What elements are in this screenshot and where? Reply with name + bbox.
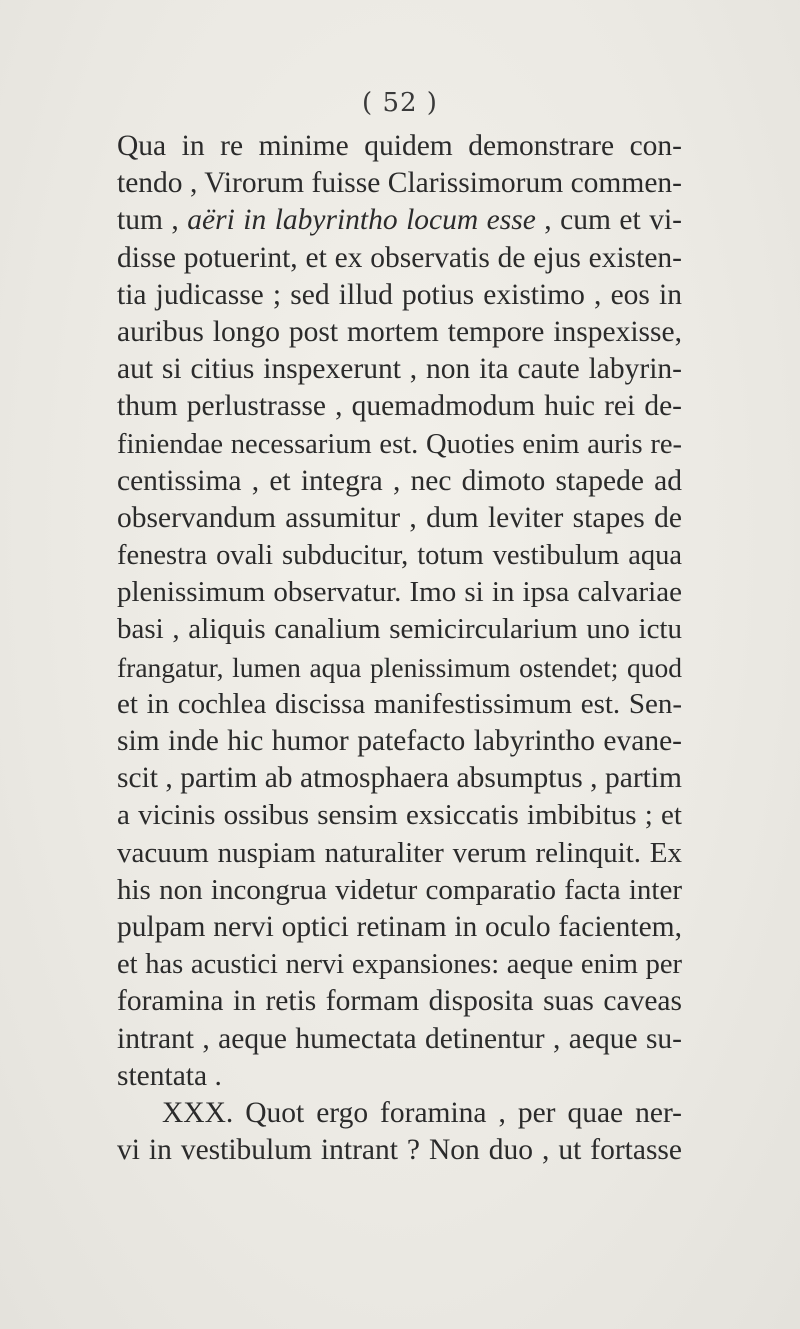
text-segment: , cum et vi-: [535, 204, 682, 237]
text-segment: tum ,: [117, 204, 188, 237]
text-line: intrant , aeque humectata detinentur , aeque su-: [117, 1022, 682, 1055]
text-line: basi , aliquis canalium semicircularium uno ictu: [117, 613, 682, 646]
text-line: thum perlustrasse , quemadmodum huic rei de-: [117, 390, 682, 423]
text-line: et has acustici nervi expansiones: aeque enim per: [117, 949, 682, 981]
text-line: disse potuerint, et ex observatis de ejus existen-: [117, 241, 682, 274]
text-line: plenissimum observatur. Imo si in ipsa calvariae: [117, 576, 682, 609]
text-line: centissima , et integra , nec dimoto stapede ad: [117, 464, 682, 497]
text-line: his non incongrua videtur comparatio facta inter: [117, 873, 682, 906]
italic-phrase: aëri in labyrintho locum esse: [187, 204, 536, 237]
text-line: observandum assumitur , dum leviter stapes de: [117, 501, 682, 534]
text-line: fenestra ovali subducitur, totum vestibulum aqua: [117, 540, 682, 572]
text-line: scit , partim ab atmosphaera absumptus , partim: [117, 762, 682, 795]
section-heading-line: XXX. Quot ergo foramina , per quae ner-: [162, 1096, 682, 1129]
text-line: aut si citius inspexerunt , non ita caute labyrin-: [117, 353, 682, 386]
text-line: foramina in retis formam disposita suas caveas: [117, 985, 682, 1018]
text-line: finiendae necessarium est. Quoties enim auris re-: [117, 428, 682, 460]
text-line: [117, 202, 682, 239]
text-line: tendo , Virorum fuisse Clarissimorum commen-: [117, 167, 682, 200]
text-line: vacuum nuspiam naturaliter verum relinquit. Ex: [117, 836, 682, 869]
text-line: stentata .: [117, 1059, 222, 1092]
text-line: et in cochlea discissa manifestissimum est. Sen-: [117, 687, 682, 720]
page-number: ( 52 ): [362, 88, 438, 118]
text-line: sim inde hic humor patefacto labyrintho evane-: [117, 725, 682, 757]
text-line: tia judicasse ; sed illud potius existimo , eos in: [117, 278, 682, 311]
text-line: pulpam nervi optici retinam in oculo facientem,: [117, 910, 682, 943]
text-line: vi in vestibulum intrant ? Non duo , ut fortasse: [117, 1134, 682, 1167]
body-text: [117, 128, 682, 1169]
text-line: frangatur, lumen aqua plenissimum ostendet; quod: [117, 651, 682, 683]
text-line: Qua in re minime quidem demonstrare con-: [117, 130, 682, 162]
text-line: a vicinis ossibus sensim exsiccatis imbibitus ; et: [117, 799, 682, 832]
text-line: auribus longo post mortem tempore inspexisse,: [117, 315, 682, 348]
